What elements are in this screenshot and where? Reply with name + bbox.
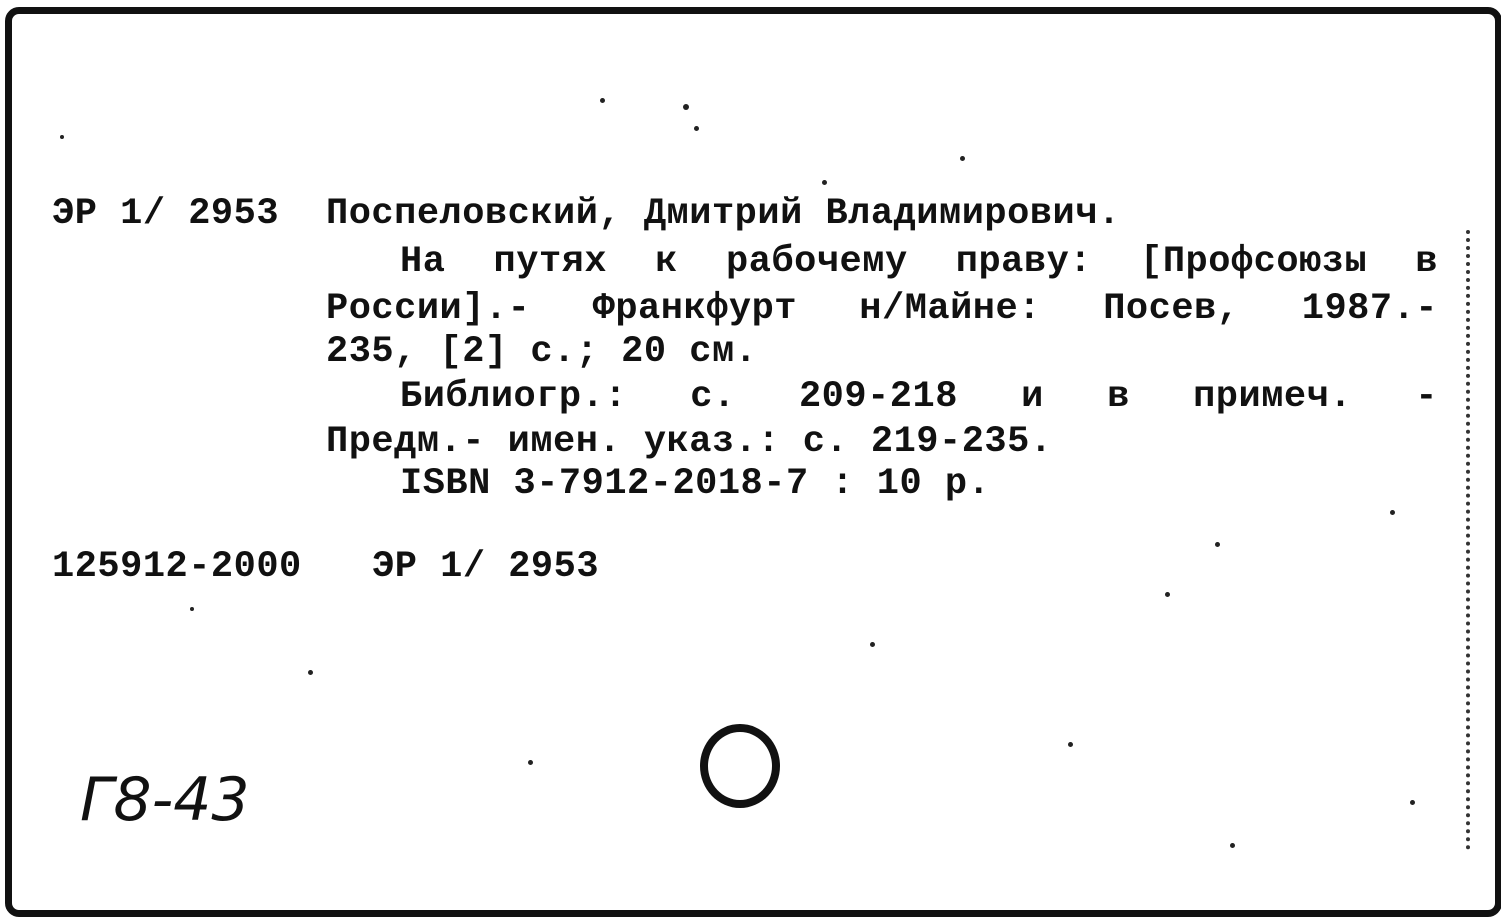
- edge-dotted-line: [1466, 230, 1476, 850]
- title-line-3: 235, [2] с.; 20 см.: [326, 331, 758, 373]
- inventory-call-number: ЭР 1/ 2953: [372, 546, 600, 588]
- speck: [1215, 542, 1220, 547]
- speck: [870, 642, 875, 647]
- handwritten-mark: Г8-43: [80, 765, 250, 835]
- speck: [1068, 742, 1073, 747]
- note-line-2: Предм.- имен. указ.: с. 219-235.: [326, 421, 1053, 463]
- isbn-line: ISBN 3-7912-2018-7 : 10 р.: [400, 463, 991, 505]
- speck: [960, 156, 965, 161]
- speck: [1230, 843, 1235, 848]
- punch-hole: [700, 724, 780, 808]
- title-line-1: На путях к рабочему праву: [Профсоюзы в: [400, 241, 1438, 283]
- speck: [1390, 510, 1395, 515]
- speck: [822, 180, 827, 185]
- title-line-2: России].- Франкфурт н/Майне: Посев, 1987.-: [326, 288, 1438, 330]
- speck: [694, 126, 699, 131]
- note-line-1: Библиогр.: с. 209-218 и в примеч. -: [400, 376, 1438, 418]
- speck: [308, 670, 313, 675]
- speck: [60, 135, 64, 139]
- speck: [528, 760, 533, 765]
- speck: [600, 98, 605, 103]
- call-number: ЭР 1/ 2953: [52, 193, 280, 235]
- inventory-number: 125912-2000: [52, 546, 302, 588]
- speck: [683, 104, 689, 110]
- speck: [1410, 800, 1415, 805]
- speck: [190, 607, 194, 611]
- speck: [1165, 592, 1170, 597]
- author-heading: Поспеловский, Дмитрий Владимирович.: [326, 193, 1121, 235]
